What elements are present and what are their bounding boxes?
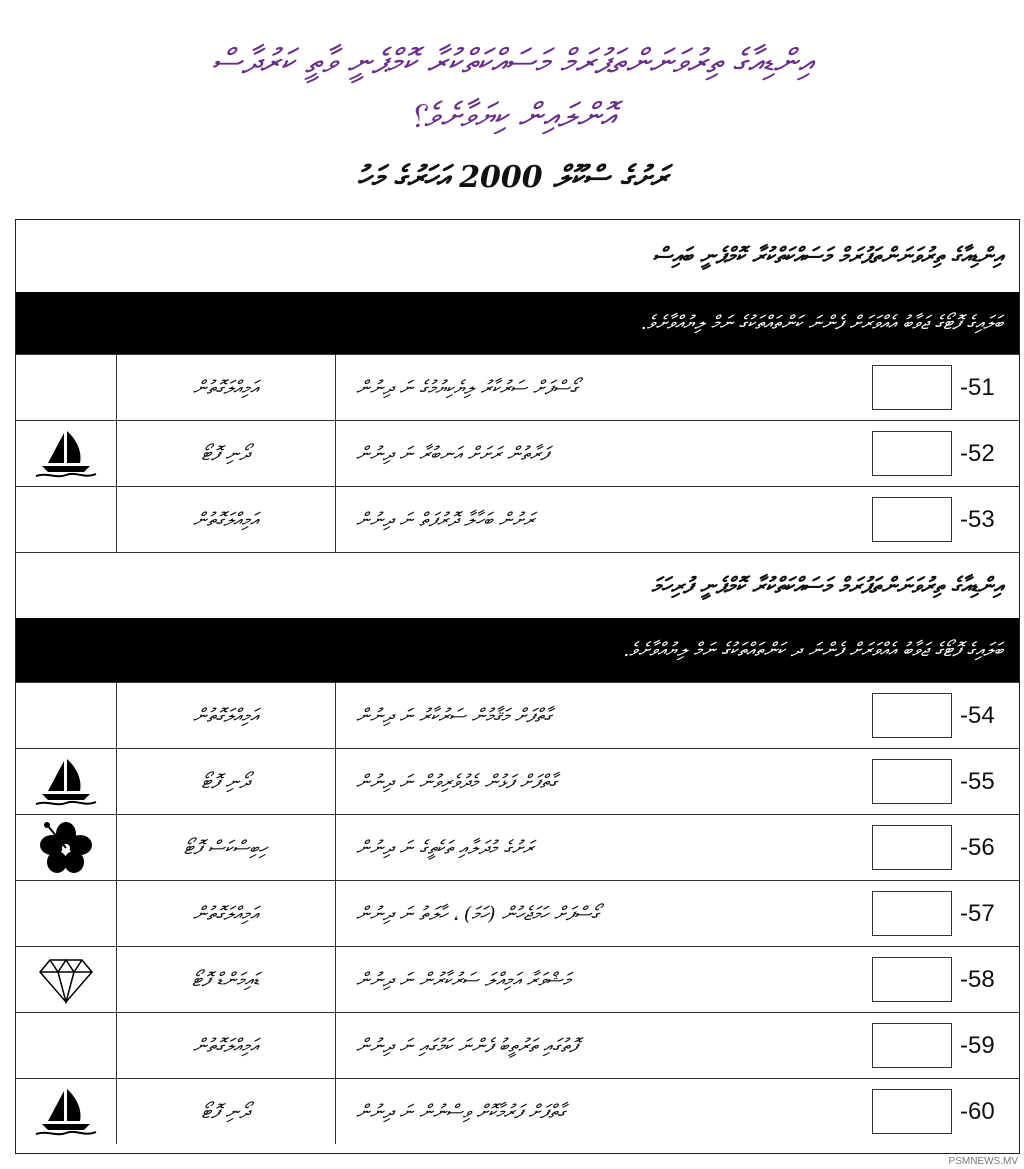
question-text: ގާތްފަށް މަޤާމުން ސަރުކާރު ނަ ދިނުން [356,704,552,727]
question-row [16,946,1019,1012]
question-row [16,880,1019,946]
answer-label: އަމިއްލަގޮތުން [116,1013,336,1078]
answer-label: އަމިއްލަގޮތުން [116,355,336,420]
answer-box[interactable] [872,431,952,476]
answer-label: ދޯނި ފޮޓޯ [116,421,336,486]
answer-box[interactable] [872,825,952,870]
question-text: ގޯސްފަށް ސަރުކާރު ލިޔެކިޔުމުގެ ނަ ދިނުން [356,376,578,399]
diamond-icon [38,956,94,1004]
question-text: ގާތްފަށް ފަރުމާކޮށް ވިސްނުން ނަ ދިނުން [356,1100,566,1123]
question-row [16,486,1019,552]
answer-label: ޑައިމަންޑް ފޮޓޯ [116,947,336,1012]
question-row [16,420,1019,486]
title-line-2: އޮންލައިން ކިޔަވާށެވެ؟ [409,96,615,136]
icon-cell [16,947,117,1012]
question-text: ފަރާތުން ރަށަށް އަނބުރާ ނަ ދިނުން [356,442,549,465]
answer-box[interactable] [872,1089,952,1134]
icon-cell [16,355,117,420]
question-number: -51 [960,373,995,401]
question-text: މަޝްވަރާ އަމިއްލަ ސަރުކާރުން ނަ ދިނުން [356,968,571,991]
hibiscus-icon [38,820,94,876]
answer-label: ދޯނި ފޮޓޯ [116,1079,336,1144]
question-number: -60 [960,1097,995,1125]
title-line-1: އިންޑިއާގެ ތިރުވަނަންތަޕުރަމް މަސައްކަތްކުރާ ކޮމްޕެނީ ވާތީ ކަރުދާސް [211,42,813,82]
question-text: ގޯސްފަށް ހަމަޖެހުން (ހަމަ) ، ހާލަތު ނަ ދިނުން [356,902,599,925]
question-text: ރަށުން ބަހާލާ ދޮރުފަތް ނަ ދިނުން [356,508,534,531]
icon-cell [16,881,117,946]
icon-cell [16,815,117,880]
answer-box[interactable] [872,891,952,936]
question-number: -54 [960,701,995,729]
subtitle: ރަށުގެ ސްކޫލް 2000 އަހަރުގެ މަހު [356,160,668,195]
icon-cell [16,1079,117,1144]
question-text: ފޮތުގައި ތަރުތީބު ފެންނަ ކަމުގައި ނަ ދިނުން [356,1034,578,1057]
answer-box[interactable] [872,497,952,542]
answer-box[interactable] [872,693,952,738]
answer-label: ހިބިސްކަސް ފޮޓޯ [116,815,336,880]
section-title: އިންޑިއާގެ ތިރުވަނަންތަޕުރަމް މަސައްކަތްކުރާ ކޮމްޕެނީ ބައިސް [16,220,1019,292]
icon-cell [16,487,117,552]
question-number: -57 [960,899,995,927]
icon-cell [16,421,117,486]
answer-box[interactable] [872,759,952,804]
question-row [16,1012,1019,1078]
answer-form [15,219,1020,1154]
question-text: ރަށުގެ މުދަލާއި ތަކެތީގެ ނަ ދިނުން [356,836,534,859]
answer-box[interactable] [872,365,952,410]
question-number: -53 [960,505,995,533]
question-row [16,682,1019,748]
section-title: އިންޑިއާގެ ތިރުވަނަންތަޕުރަމް މަސައްކަތްކުރާ ކޮމްޕެނީ ފުރިހަމަ [16,552,1019,618]
question-number: -55 [960,767,995,795]
sailboat-icon [34,1087,98,1137]
sailboat-icon [34,757,98,807]
icon-cell [16,1013,117,1078]
answer-label: އަމިއްލަގޮތުން [116,683,336,748]
question-row [16,354,1019,420]
sailboat-icon [34,429,98,479]
question-row [16,748,1019,814]
watermark: PSMNEWS.MV [948,1156,1018,1167]
section-instruction: ބަލައިގެ ފޮޓޯގެ ޖަވާބު އެއްވަރަށް ފެންނަ ދ ކަންތައްތަކުގެ ނަމް ލިޔުއްވާށެވެ. [16,618,1019,682]
question-number: -52 [960,439,995,467]
question-number: -58 [960,965,995,993]
icon-cell [16,683,117,748]
question-text: ގާތްފަށް ފަޅުން މެދުވެރިވުން ނަ ދިނުން [356,770,557,793]
icon-cell [16,749,117,814]
answer-label: އަމިއްލަގޮތުން [116,487,336,552]
question-row [16,814,1019,880]
question-row [16,1078,1019,1144]
section-instruction: ބަލައިގެ ފޮޓޯގެ ޖަވާބު އެއްވަރަށް ފެންނަ ކަންތައްތަކުގެ ނަމް ލިޔުއްވާށެވެ. [16,292,1019,354]
question-number: -59 [960,1031,995,1059]
answer-label: އަމިއްލަގޮތުން [116,881,336,946]
answer-label: ދޯނި ފޮޓޯ [116,749,336,814]
question-number: -56 [960,833,995,861]
answer-box[interactable] [872,1023,952,1068]
answer-box[interactable] [872,957,952,1002]
